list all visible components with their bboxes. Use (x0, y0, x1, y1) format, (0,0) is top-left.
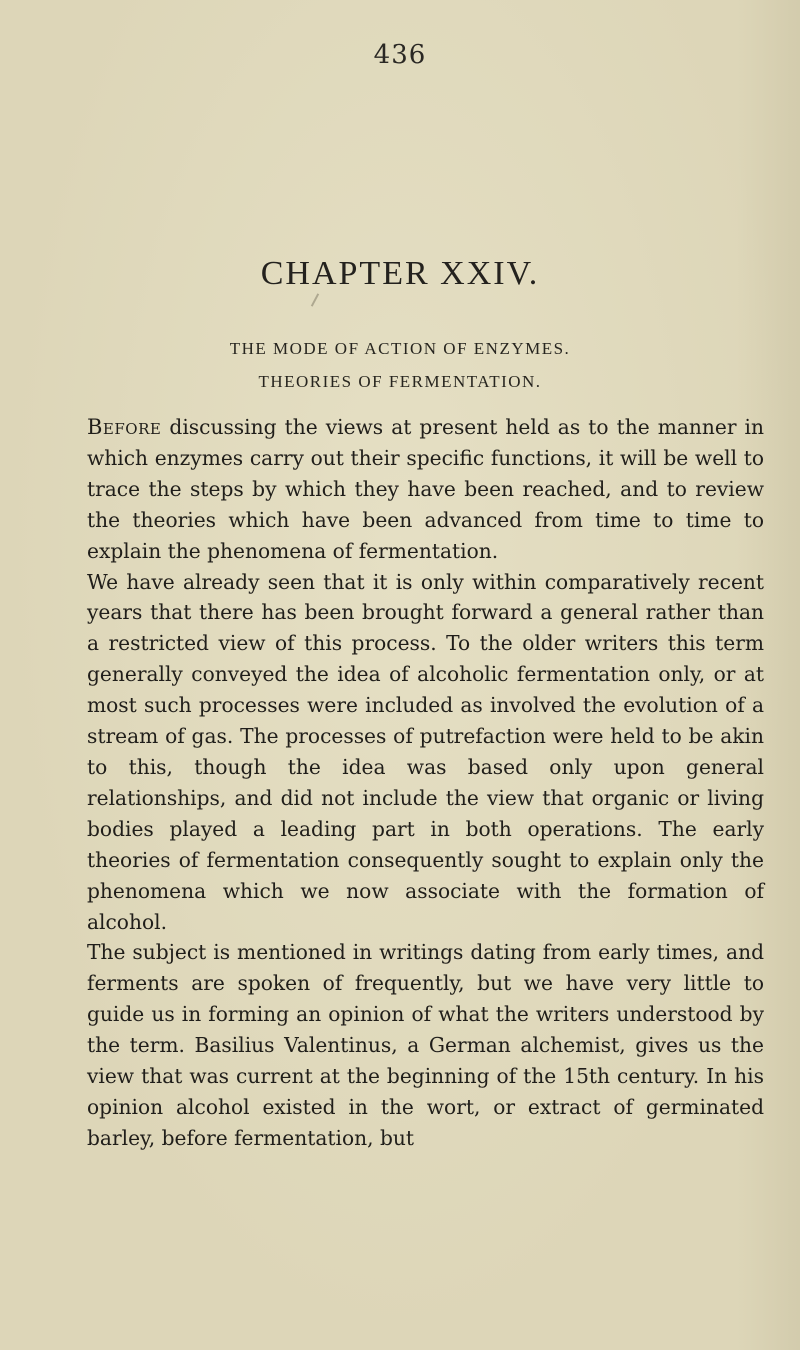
stray-pencil-mark (311, 293, 319, 306)
chapter-subtitle-1: THE MODE OF ACTION OF ENZYMES. (229, 339, 571, 358)
paragraph-1-text: discussing the views at present held as to the manner in which enzymes carry out their specific functions, it will be well to trace the steps by which they have been reached, and to review the theories which have been advanced from time to time to explain the phenomena of fermentation. (87, 415, 764, 563)
paragraph-2: We have already seen that it is only within comparatively recent years that there has been brought forward a general rather than a restricted view of this process. To the older writers this term generally conveyed the idea of alcoholic fermentation only, or at most such processes were included as involved the evolution of a stream of gas. The processes of putrefaction were held to be akin to this, though the idea was based only upon general relationships, and did not include the view that organic or living bodies played a leading part in both operations. The early theories of fermentation consequently sought to explain only the phenomena which we now associate with the formation of alcohol. (87, 569, 764, 934)
paragraph-3: The subject is mentioned in writings dating from early times, and ferments are spoken of frequently, but we have very little to guide us in forming an opinion of what the writers understood by the term. Basilius Valentinus, a German alchemist, gives us the view that was current at the beginning of the 15th century. In his opinion alcohol existed in the wort, or extract of germinated barley, before fermentation, but (87, 940, 764, 1150)
paragraph-1 (87, 412, 764, 567)
chapter-title: CHAPTER XXIV. (260, 255, 540, 292)
chapter-subtitle-2: THEORIES OF FERMENTATION. (258, 372, 542, 391)
paragraph-lead-word: Before (87, 415, 162, 439)
page-number: 436 (373, 40, 427, 70)
body-text (87, 412, 764, 1154)
